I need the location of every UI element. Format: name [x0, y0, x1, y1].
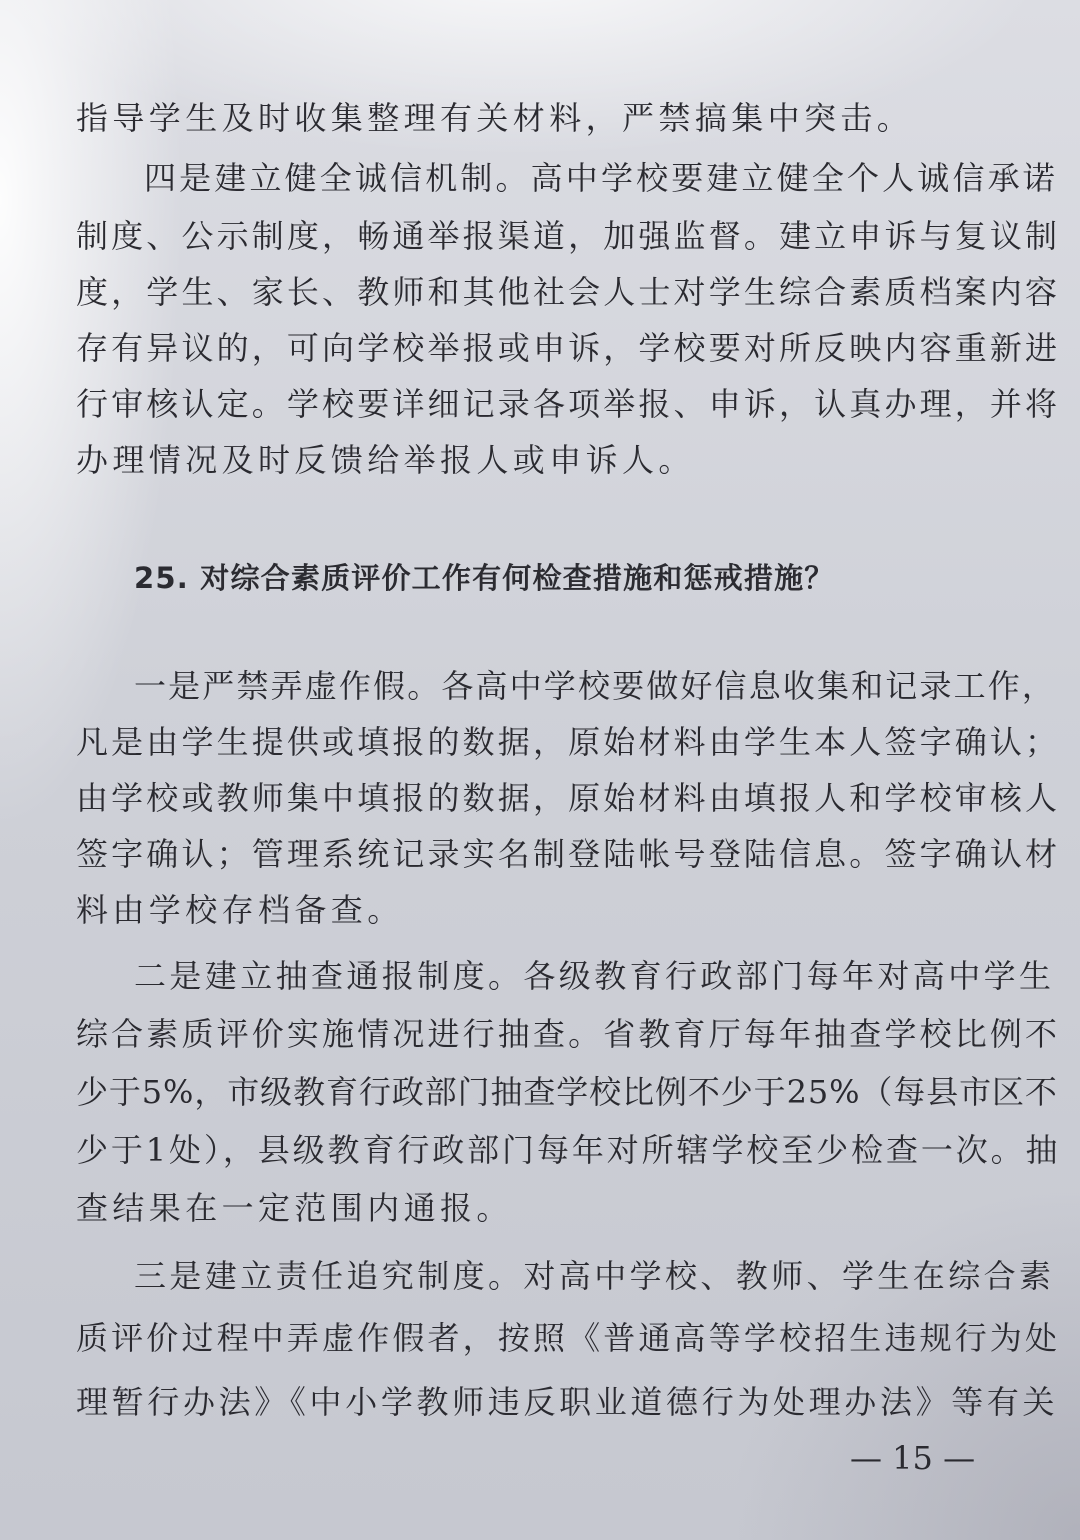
paragraph-3-line-2: 凡是由学生提供或填报的数据，原始材料由学生本人签字确认； — [76, 723, 1061, 761]
paragraph-2-line-3: 度，学生、家长、教师和其他社会人士对学生综合素质档案内容 — [76, 273, 1061, 311]
paragraph-3-line-3: 由学校或教师集中填报的数据，原始材料由填报人和学校审核人 — [76, 779, 1061, 817]
paragraph-5-line-1: 三是建立责任追究制度。对高中学校、教师、学生在综合素 — [134, 1257, 1055, 1295]
paragraph-2-line-1: 四是建立健全诚信机制。高中学校要建立健全个人诚信承诺 — [144, 159, 1058, 197]
paragraph-4-line-3: 少于5%，市级教育行政部门抽查学校比例不少于25%（每县市区不 — [76, 1073, 1058, 1111]
paragraph-2-line-2: 制度、公示制度，畅通举报渠道，加强监督。建立申诉与复议制 — [76, 217, 1061, 255]
paragraph-2-line-4: 存有异议的，可向学校举报或申诉，学校要对所反映内容重新进 — [76, 329, 1061, 367]
paragraph-4-line-5: 查结果在一定范围内通报。 — [76, 1189, 513, 1227]
paragraph-4-line-4: 少于1处），县级教育行政部门每年对所辖学校至少检查一次。抽 — [76, 1131, 1061, 1169]
paragraph-3-line-5: 料由学校存档备查。 — [76, 891, 404, 929]
paragraph-3-line-1: 一是严禁弄虚作假。各高中学校要做好信息收集和记录工作， — [134, 667, 1057, 705]
paragraph-1-line-1: 指导学生及时收集整理有关材料，严禁搞集中突击。 — [76, 99, 914, 137]
paragraph-4-line-1: 二是建立抽查通报制度。各级教育行政部门每年对高中学生 — [134, 957, 1055, 995]
question-heading: 25. 对综合素质评价工作有何检查措施和惩戒措施？ — [134, 561, 835, 595]
paragraph-3-line-4: 签字确认；管理系统记录实名制登陆帐号登陆信息。签字确认材 — [76, 835, 1061, 873]
paragraph-4-line-2: 综合素质评价实施情况进行抽查。省教育厅每年抽查学校比例不 — [76, 1015, 1061, 1053]
page-number: — 15 — — [850, 1439, 976, 1477]
paragraph-2-line-5: 行审核认定。学校要详细记录各项举报、申诉，认真办理，并将 — [76, 385, 1061, 423]
paragraph-2-line-6: 办理情况及时反馈给举报人或申诉人。 — [76, 441, 695, 479]
paragraph-5-line-3: 理暂行办法》《中小学教师违反职业道德行为处理办法》等有关 — [76, 1383, 1059, 1421]
paragraph-5-line-2: 质评价过程中弄虚作假者，按照《普通高等学校招生违规行为处 — [76, 1319, 1061, 1357]
